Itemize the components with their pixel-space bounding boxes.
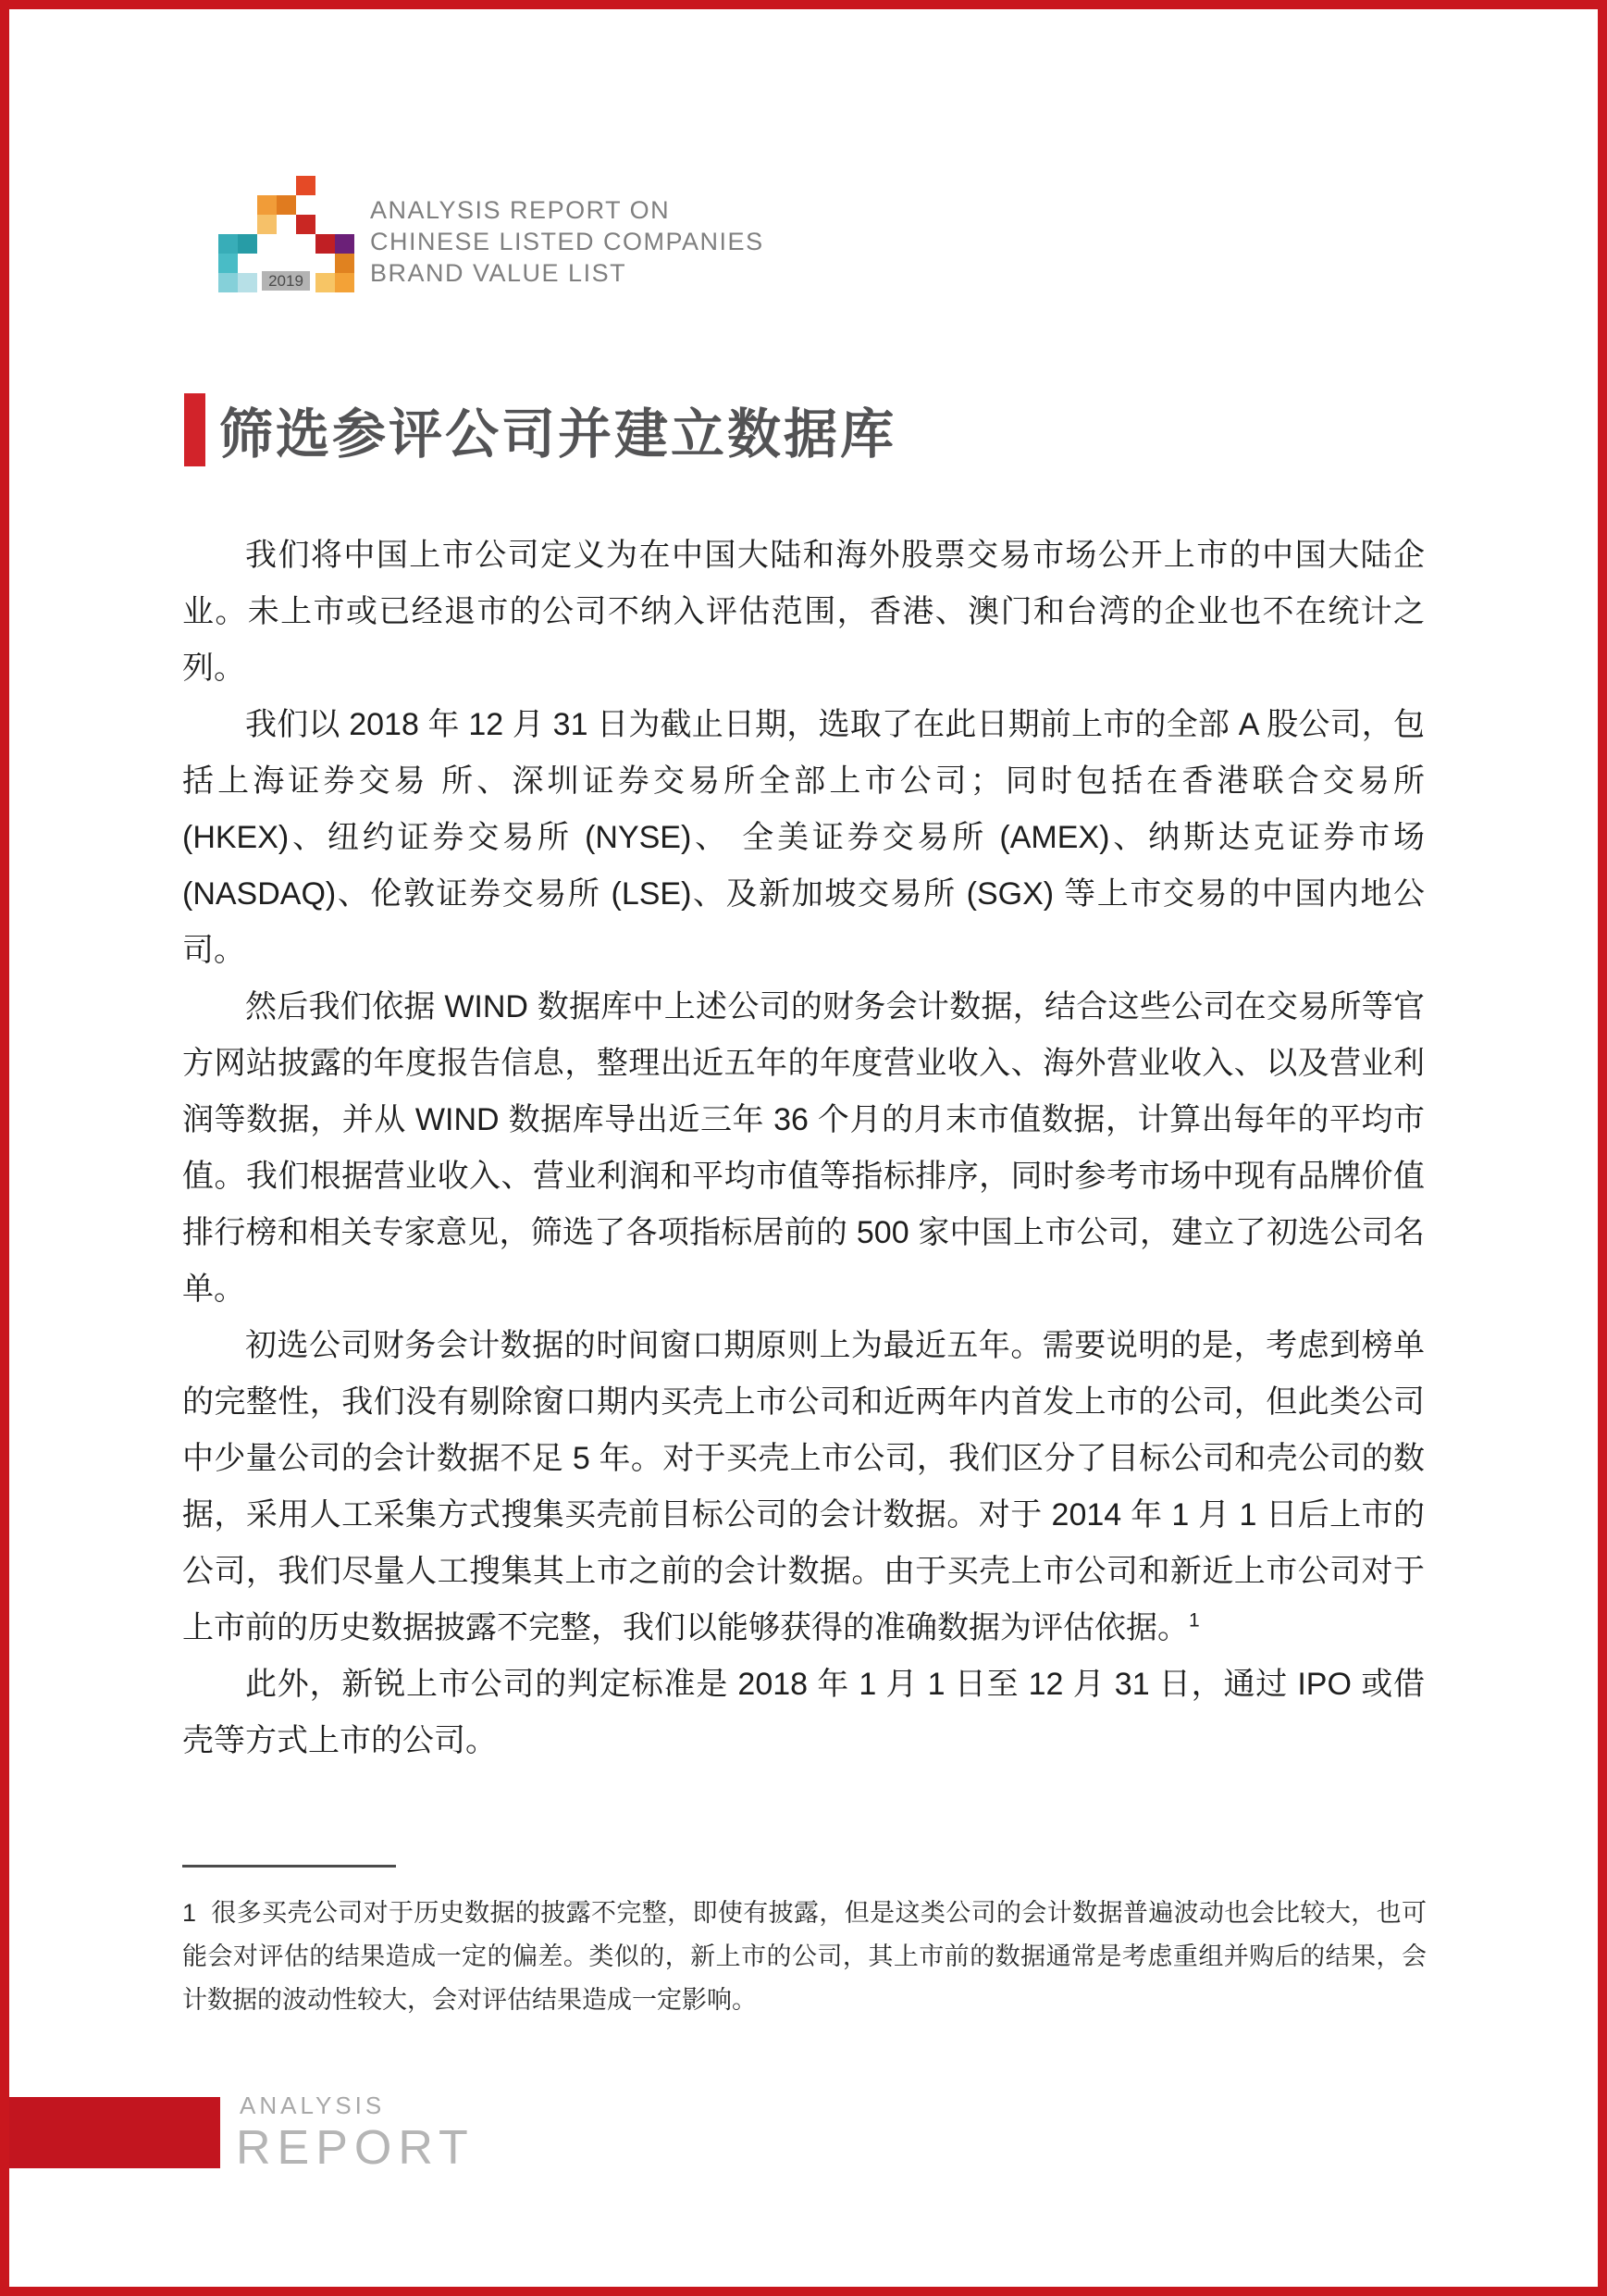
mosaic-cell: [238, 273, 257, 292]
footer-red-block: [9, 2097, 220, 2168]
footer-report-label: REPORT: [236, 2121, 475, 2175]
paragraph-2: 我们以 2018 年 12 月 31 日为截止日期，选取了在此日期前上市的全部 A 股公司，包括上海证券交易 所、深圳证券交易所全部上市公司；同时包括在香港联合交易所 (HKEX)、纽约证券交易所 (NYSE)、 全美证券交易所 (AMEX)、纳斯达克证券市场 (NASDAQ)、伦敦证券交易所 (LSE)、及新加坡交易所 (SGX) 等上市交易的中国内地公司。: [182, 707, 1425, 968]
mosaic-cell: [335, 254, 354, 273]
logo-wordmark-line3: BRAND VALUE LIST: [370, 259, 627, 287]
mosaic-cell: [296, 176, 315, 195]
mosaic-cell: [218, 273, 238, 292]
mosaic-cell: [335, 273, 354, 292]
mosaic-cell: [238, 234, 257, 254]
footnote-divider: [182, 1865, 396, 1868]
mosaic-cell: [335, 234, 354, 254]
mosaic-cell: [315, 234, 335, 254]
section-heading: [184, 392, 896, 466]
mosaic-cell: [277, 195, 296, 215]
mosaic-cell: [296, 215, 315, 234]
section-title: 筛选参评公司并建立数据库: [219, 404, 897, 465]
footer-analysis-label: ANALYSIS: [240, 2091, 386, 2119]
logo-year-badge: 2019: [262, 271, 310, 291]
logo-wordmark-line1: ANALYSIS REPORT ON: [370, 196, 671, 224]
logo-wordmark: [370, 194, 764, 289]
paragraph-1: 我们将中国上市公司定义为在中国大陆和海外股票交易市场公开上市的中国大陆企业。未上市或已经退市的公司不纳入评估范围，香港、澳门和台湾的企业也不在统计之列。: [182, 538, 1425, 686]
body-text: [182, 527, 1425, 1769]
footnote-ref: 1: [1189, 1609, 1200, 1632]
logo-wordmark-line2: CHINESE LISTED COMPANIES: [370, 228, 764, 255]
heading-accent-bar: [184, 393, 205, 466]
footnote: [182, 1892, 1427, 2022]
mosaic-cell: [315, 273, 335, 292]
mosaic-cell: [218, 254, 238, 273]
paragraph-3: 然后我们依据 WIND 数据库中上述公司的财务会计数据，结合这些公司在交易所等官方网站披露的年度报告信息，整理出近五年的年度营业收入、海外营业收入、以及营业利润等数据，并从 WIND 数据库导出近三年 36 个月的月末市值数据，计算出每年的平均市值。我们根据营业收入、营业利润和平均市值等指标排序，同时参考市场中现有品牌价值排行榜和相关专家意见，筛选了各项指标居前的 500 家中国上市公司，建立了初选公司名单。: [182, 989, 1425, 1307]
paragraph-4: 初选公司财务会计数据的时间窗口期原则上为最近五年。需要说明的是，考虑到榜单的完整性，我们没有剔除窗口期内买壳上市公司和近两年内首发上市的公司，但此类公司中少量公司的会计数据不足 5 年。对于买壳上市公司，我们区分了目标公司和壳公司的数据，采用人工采集方式搜集买壳前目标公司的会计数据。对于 2014 年 1 月 1 日后上市的公司，我们尽量人工搜集其上市之前的会计数据。由于买壳上市公司和新近上市公司对于上市前的历史数据披露不完整，我们以能够获得的准确数据为评估依据。$^1$: [182, 1328, 1425, 1645]
mosaic-cell: [257, 195, 277, 215]
footnote-text: 很多买壳公司对于历史数据的披露不完整，即使有披露，但是这类公司的会计数据普遍波动也会比较大，也可能会对评估的结果造成一定的偏差。类似的，新上市的公司，其上市前的数据通常是考虑重组并购后的结果，会计数据的波动性较大，会对评估结果造成一定影响。: [182, 1899, 1427, 2014]
mosaic-cell: [218, 234, 238, 254]
mosaic-cell: [257, 215, 277, 234]
paragraph-5: 此外，新锐上市公司的判定标准是 2018 年 1 月 1 日至 12 月 31 日，通过 IPO 或借壳等方式上市的公司。: [182, 1667, 1425, 1758]
footnote-number: 1: [182, 1899, 197, 1927]
